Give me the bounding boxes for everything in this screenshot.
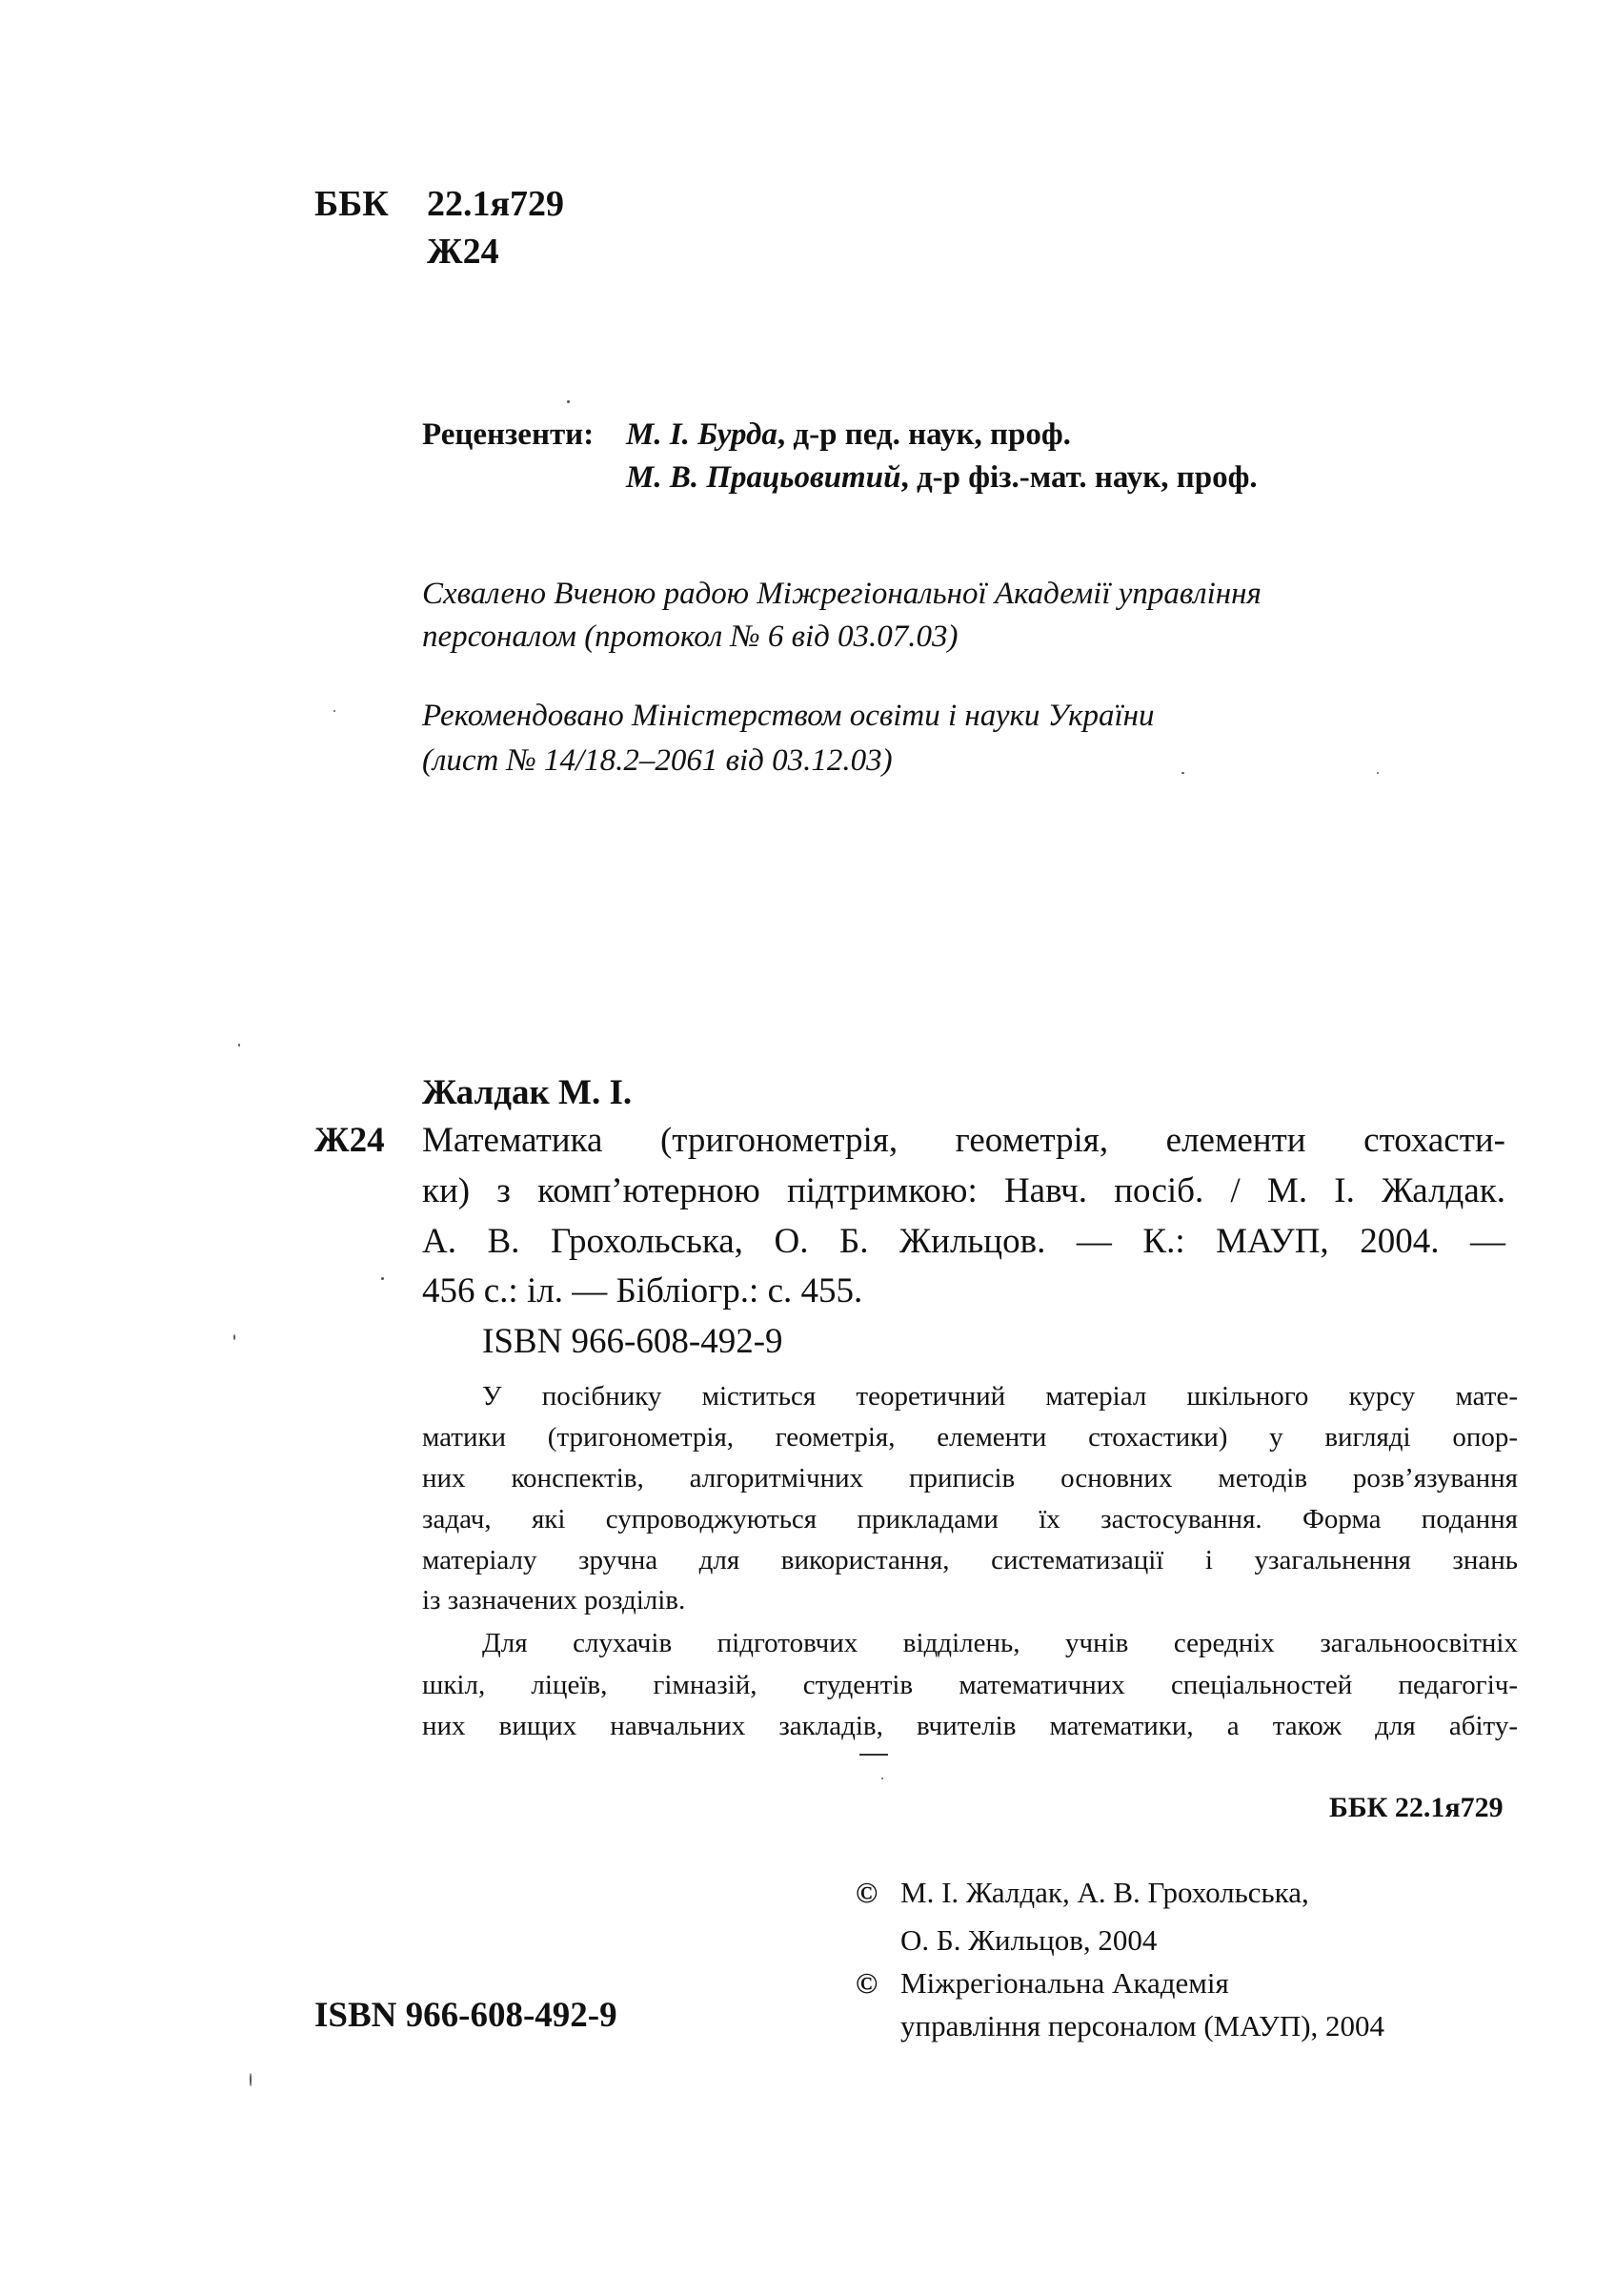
reviewer-2-name: М. В. Працьовитий — [626, 460, 901, 495]
scan-speck — [333, 710, 335, 712]
scan-speck — [881, 1778, 883, 1779]
card-author: Жалдак М. І. — [422, 1073, 633, 1112]
reviewer-2 — [626, 460, 1258, 496]
reviewer-1-title: , д-р пед. наук, проф. — [777, 417, 1071, 452]
copyright-2-line-2: управління персоналом (МАУП), 2004 — [900, 2009, 1385, 2042]
scan-speck — [381, 1277, 384, 1280]
reviewer-2-title: , д-р фіз.-мат. наук, проф. — [900, 460, 1258, 495]
scan-speck — [238, 1044, 240, 1046]
reviewer-1-name: М. І. Бурда — [626, 417, 777, 452]
annotation-line-1 — [482, 1381, 1518, 1412]
card-line-1: Математика (тригонометрія, геометрія, елементи стохасти- — [422, 1121, 1505, 1160]
scan-speck — [1377, 772, 1379, 774]
annotation-line-8: шкіл, ліцеїв, гімназій, студентів математичних спеціальностей педагогіч- — [422, 1670, 1518, 1700]
card-code: Ж24 — [314, 1121, 385, 1160]
author-code: Ж24 — [427, 232, 499, 272]
bbk-code: 22.1я729 — [427, 184, 565, 224]
copyright-icon-2: © — [856, 1966, 878, 2000]
scan-speck — [233, 1334, 235, 1340]
reviewer-1 — [626, 417, 1071, 453]
annotation-line-4: задач, які супроводжуються прикладами їх застосування. Форма подання — [422, 1504, 1518, 1534]
scan-speck — [1181, 772, 1184, 774]
approved-line-1: Схвалено Вченою радою Міжрегіональної Академії управління — [422, 577, 1262, 611]
scan-speck — [250, 2073, 252, 2086]
annotation-text-7: Для слухачів підготовчих відділень, учнів середніх загальноосвітніх — [482, 1628, 1518, 1658]
annotation-text-1: У посібнику міститься теоретичний матеріал шкільного курсу мате- — [482, 1381, 1518, 1412]
scan-speck — [567, 400, 570, 403]
copyright-1-line-1: М. І. Жалдак, А. В. Грохольська, — [900, 1876, 1309, 1909]
recommended-line-2: (лист № 14/18.2–2061 від 03.12.03) — [422, 743, 893, 778]
card-line-3: А. В. Грохольська, О. Б. Жильцов. — К.: МАУП, 2004. — — [422, 1222, 1505, 1261]
separator-dash — [859, 1754, 888, 1756]
card-line-2: ки) з комп’ютерною підтримкою: Навч. посіб. / М. І. Жалдак. — [422, 1171, 1505, 1210]
bbk-label: ББК — [314, 184, 389, 224]
annotation-line-3: них конспектів, алгоритмічних приписів основних методів розв’язування — [422, 1463, 1518, 1493]
annotation-line-6: із зазначених розділів. — [422, 1585, 686, 1615]
annotation-line-5: матеріалу зручна для використання, систематизації і узагальнення знань — [422, 1545, 1518, 1575]
recommended-line-1: Рекомендовано Міністерством освіти і науки України — [422, 699, 1155, 733]
copyright-2-line-1: Міжрегіональна Академія — [900, 1966, 1229, 2000]
reviewers-label: Рецензенти: — [422, 417, 595, 452]
annotation-line-9: них вищих навчальних закладів, вчителів математики, а також для абіту- — [422, 1711, 1518, 1741]
footer-isbn: ISBN 966-608-492-9 — [314, 1996, 617, 2035]
copyright-1-line-2: О. Б. Жильцов, 2004 — [900, 1923, 1158, 1957]
card-isbn: ISBN 966-608-492-9 — [482, 1322, 783, 1361]
annotation-line-7 — [482, 1628, 1518, 1659]
approved-line-2: персоналом (протокол № 6 від 03.07.03) — [422, 620, 959, 654]
copyright-icon-1: © — [856, 1876, 878, 1909]
annotation-line-2: матики (тригонометрія, геометрія, елементи стохастики) у вигляді опор- — [422, 1422, 1518, 1453]
card-line-4: 456 с.: іл. — Бібліогр.: с. 455. — [422, 1271, 863, 1311]
footer-bbk: ББК 22.1я729 — [1329, 1792, 1504, 1823]
